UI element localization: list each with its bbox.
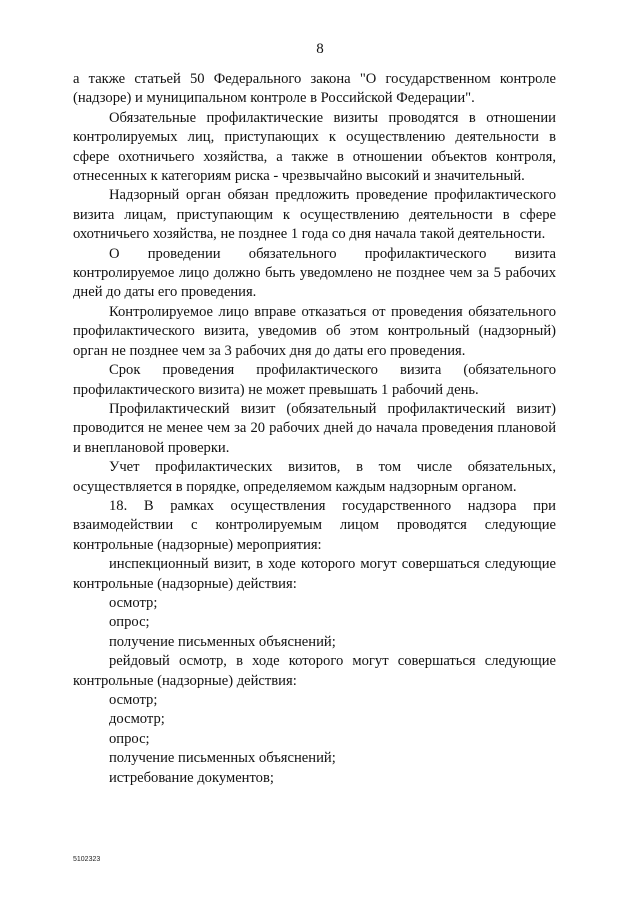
list-item: опрос; [109,730,150,747]
page-number: 8 [316,41,324,57]
paragraph-inspection-visit: инспекционный визит, в ходе которого могут совершаться следующие контрольные (надзорные) действия: [73,556,556,592]
list-item: истребование документов; [109,769,274,786]
paragraph-supervisory-body-offer: Надзорный орган обязан предложить проведение профилактического визита лицам, приступающим к осуществлению деятельности в сфере охотничьего хозяйства, не позднее 1 года со дня начала такой деятельности. [73,187,556,243]
paragraph-continuation: а также статьей 50 Федерального закона "О государственном контроле (надзоре) и муниципальном контроле в Российской Федерации". [73,71,556,107]
paragraph-timing: Профилактический визит (обязательный профилактический визит) проводится не менее чем за 20 рабочих дней до начала проведения плановой и внеплановой проверки. [73,400,556,456]
list-item: опрос; [109,614,150,631]
document-code: 5102323 [73,856,101,863]
paragraph-notification: О проведении обязательного профилактического визита контролируемое лицо должно быть уведомлено не позднее чем за 5 рабочих дней до даты его проведения. [73,245,556,301]
paragraph-section-18: 18. В рамках осуществления государственного надзора при взаимодействии с контролируемым лицом проводятся следующие контрольные (надзорные) мероприятия: [73,497,556,553]
list-item: досмотр; [109,711,165,728]
list-item: осмотр; [109,692,158,708]
paragraph-raid-inspection: рейдовый осмотр, в ходе которого могут совершаться следующие контрольные (надзорные) действия: [73,653,556,689]
list-item: осмотр; [109,594,158,611]
paragraph-duration: Срок проведения профилактического визита (обязательного профилактического визита) не может превышать 1 рабочий день. [73,362,556,398]
list-item: получение письменных объяснений; [109,633,336,650]
list-item: получение письменных объяснений; [109,750,336,767]
paragraph-mandatory-visits: Обязательные профилактические визиты проводятся в отношении контролируемых лиц, приступающих к осуществлению деятельности в сфере охотничьего хозяйства, а также в отношении объектов контроля, отнесенных к категориям риска - чрезвычайно высокий и значительный. [73,109,556,185]
paragraph-accounting: Учет профилактических визитов, в том числе обязательных, осуществляется в порядке, определяемом каждым надзорным органом. [73,459,556,495]
paragraph-refusal: Контролируемое лицо вправе отказаться от проведения обязательного профилактического визита, уведомив об этом контрольный (надзорный) орган не позднее чем за 3 рабочих дня до даты его проведения. [73,303,556,359]
document-body [73,70,556,788]
